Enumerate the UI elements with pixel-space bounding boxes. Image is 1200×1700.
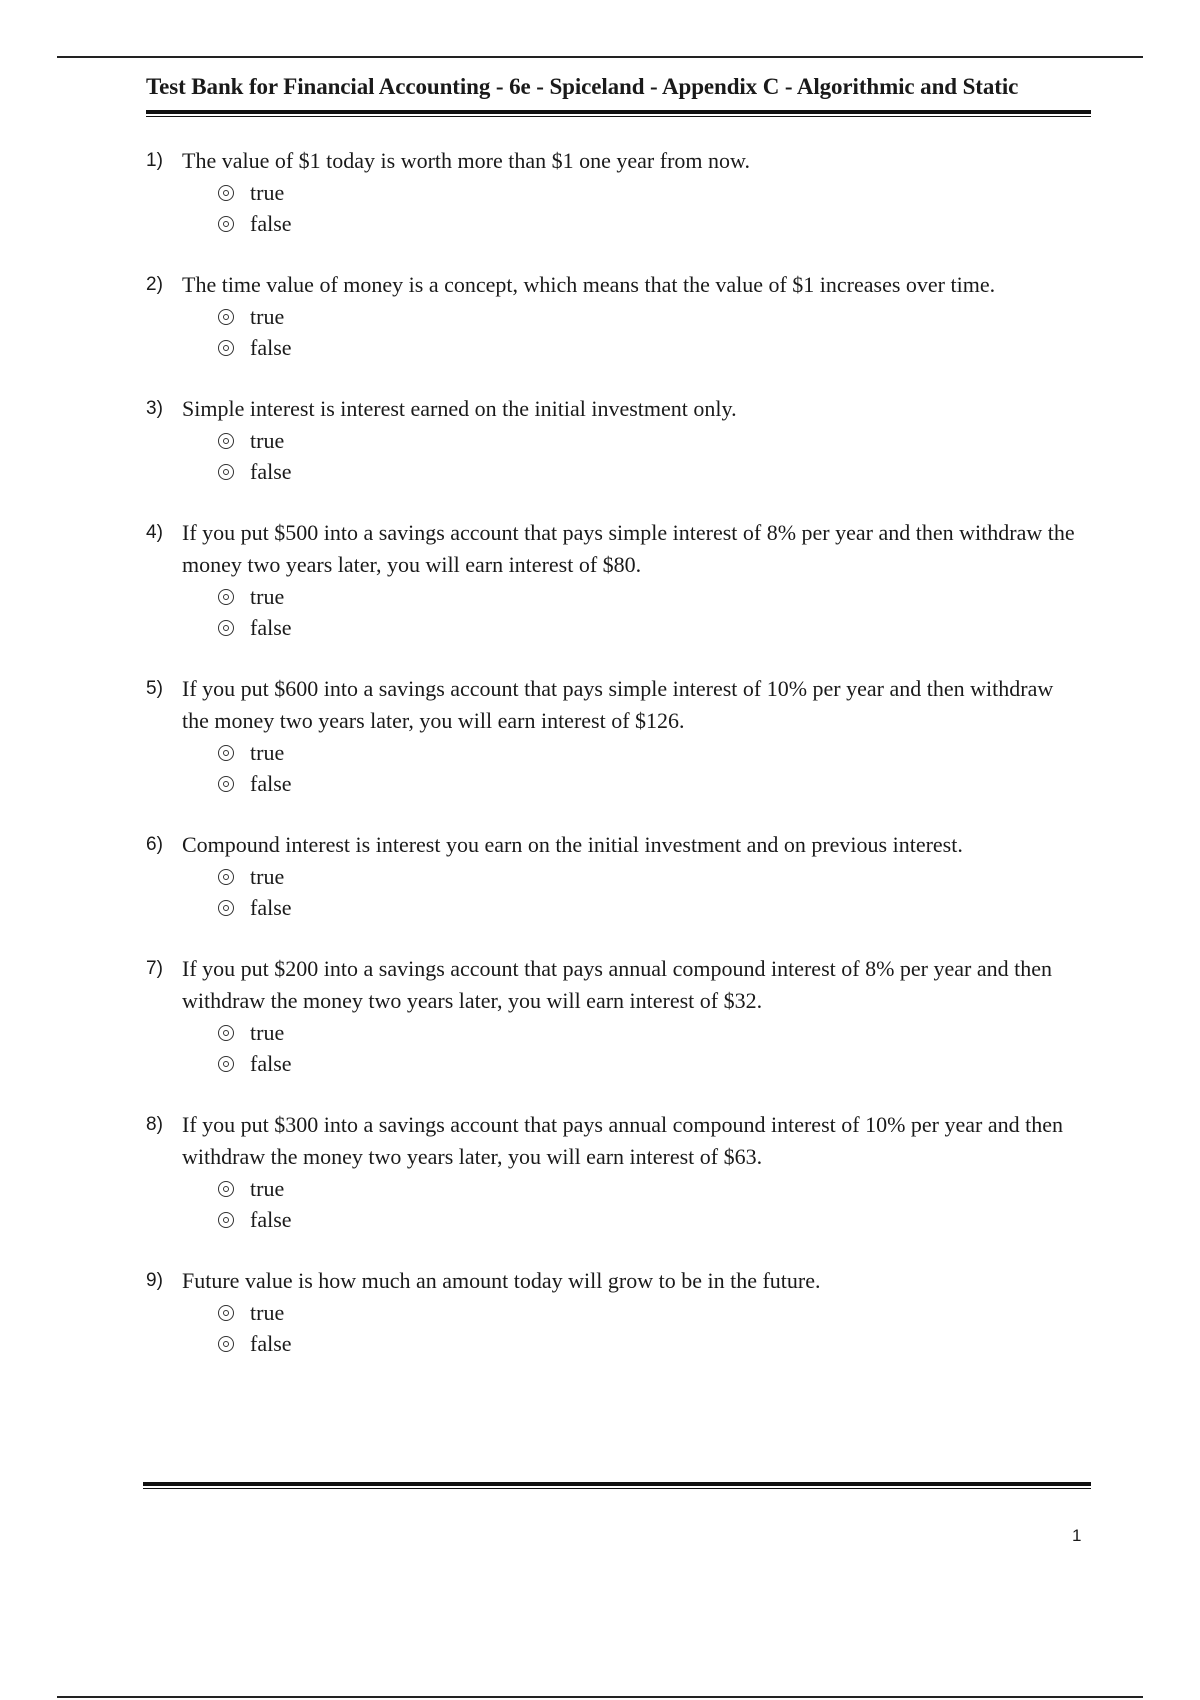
option-label: false xyxy=(250,210,292,236)
radio-button-icon[interactable] xyxy=(218,309,234,325)
option-label: false xyxy=(250,334,292,360)
question-text: Future value is how much an amount today will grow to be in the future. xyxy=(182,1268,821,1293)
question-number: 8) xyxy=(146,1114,163,1135)
radio-button-icon[interactable] xyxy=(218,1336,234,1352)
option-label: true xyxy=(250,583,285,609)
option-label: false xyxy=(250,894,292,920)
question-text: Simple interest is interest earned on the initial investment only. xyxy=(182,396,737,421)
radio-button-icon[interactable] xyxy=(218,1025,234,1041)
option-false[interactable] xyxy=(218,612,1106,643)
document-header xyxy=(146,72,1091,117)
radio-button-icon[interactable] xyxy=(218,185,234,201)
question-text: If you put $600 into a savings account that pays simple interest of 10% per year and then withdraw the money two years later, you will earn interest of $126. xyxy=(182,676,1054,733)
question-number: 3) xyxy=(146,398,163,419)
option-label: true xyxy=(250,303,285,329)
radio-button-icon[interactable] xyxy=(218,745,234,761)
option-label: true xyxy=(250,1019,285,1045)
footer-double-rule xyxy=(143,1482,1091,1489)
radio-button-icon[interactable] xyxy=(218,620,234,636)
question-number: 1) xyxy=(146,150,163,171)
option-false[interactable] xyxy=(218,456,1106,487)
option-label: false xyxy=(250,614,292,640)
answer-options xyxy=(218,737,1106,799)
question-number: 6) xyxy=(146,834,163,855)
option-label: false xyxy=(250,1330,292,1356)
option-false[interactable] xyxy=(218,332,1106,363)
option-false[interactable] xyxy=(218,768,1106,799)
question-number: 9) xyxy=(146,1270,163,1291)
answer-options xyxy=(218,177,1106,239)
option-label: false xyxy=(250,1206,292,1232)
radio-button-icon[interactable] xyxy=(218,340,234,356)
radio-button-icon[interactable] xyxy=(218,216,234,232)
option-true[interactable] xyxy=(218,861,1106,892)
option-label: true xyxy=(250,739,285,765)
option-label: true xyxy=(250,179,285,205)
answer-options xyxy=(218,581,1106,643)
question-9 xyxy=(146,1265,1106,1359)
question-number: 7) xyxy=(146,958,163,979)
option-label: false xyxy=(250,1050,292,1076)
radio-button-icon[interactable] xyxy=(218,1056,234,1072)
page-bottom-divider xyxy=(57,1696,1143,1698)
question-text: The time value of money is a concept, which means that the value of $1 increases over time. xyxy=(182,272,996,297)
answer-options xyxy=(218,1297,1106,1359)
option-false[interactable] xyxy=(218,1204,1106,1235)
option-true[interactable] xyxy=(218,737,1106,768)
question-8 xyxy=(146,1109,1106,1235)
question-1 xyxy=(146,145,1106,239)
option-true[interactable] xyxy=(218,177,1106,208)
question-4 xyxy=(146,517,1106,643)
radio-button-icon[interactable] xyxy=(218,589,234,605)
option-false[interactable] xyxy=(218,1328,1106,1359)
question-text: If you put $300 into a savings account that pays annual compound interest of 10% per year and then withdraw the money two years later, you will earn interest of $63. xyxy=(182,1112,1063,1169)
answer-options xyxy=(218,861,1106,923)
document-title: Test Bank for Financial Accounting - 6e - Spiceland - Appendix C - Algorithmic and Static xyxy=(146,74,1019,99)
question-list xyxy=(146,145,1106,1389)
question-6 xyxy=(146,829,1106,923)
option-label: false xyxy=(250,458,292,484)
radio-button-icon[interactable] xyxy=(218,1212,234,1228)
question-5 xyxy=(146,673,1106,799)
option-true[interactable] xyxy=(218,1017,1106,1048)
radio-button-icon[interactable] xyxy=(218,869,234,885)
option-label: true xyxy=(250,1175,285,1201)
option-false[interactable] xyxy=(218,892,1106,923)
radio-button-icon[interactable] xyxy=(218,1181,234,1197)
radio-button-icon[interactable] xyxy=(218,433,234,449)
radio-button-icon[interactable] xyxy=(218,464,234,480)
answer-options xyxy=(218,301,1106,363)
option-false[interactable] xyxy=(218,1048,1106,1079)
question-text: If you put $500 into a savings account that pays simple interest of 8% per year and then withdraw the money two years later, you will earn interest of $80. xyxy=(182,520,1075,577)
question-number: 4) xyxy=(146,522,163,543)
answer-options xyxy=(218,1017,1106,1079)
answer-options xyxy=(218,425,1106,487)
question-3 xyxy=(146,393,1106,487)
question-number: 5) xyxy=(146,678,163,699)
option-true[interactable] xyxy=(218,425,1106,456)
answer-options xyxy=(218,1173,1106,1235)
option-label: true xyxy=(250,427,285,453)
radio-button-icon[interactable] xyxy=(218,776,234,792)
option-false[interactable] xyxy=(218,208,1106,239)
option-label: true xyxy=(250,863,285,889)
question-number: 2) xyxy=(146,274,163,295)
option-true[interactable] xyxy=(218,581,1106,612)
page-number: 1 xyxy=(1072,1526,1082,1545)
question-2 xyxy=(146,269,1106,363)
question-text: If you put $200 into a savings account that pays annual compound interest of 8% per year and then withdraw the money two years later, you will earn interest of $32. xyxy=(182,956,1052,1013)
question-text: The value of $1 today is worth more than $1 one year from now. xyxy=(182,148,750,173)
radio-button-icon[interactable] xyxy=(218,900,234,916)
header-double-rule xyxy=(146,110,1091,117)
option-true[interactable] xyxy=(218,1297,1106,1328)
option-true[interactable] xyxy=(218,1173,1106,1204)
radio-button-icon[interactable] xyxy=(218,1305,234,1321)
question-text: Compound interest is interest you earn on the initial investment and on previous interest. xyxy=(182,832,963,857)
option-label: false xyxy=(250,770,292,796)
option-true[interactable] xyxy=(218,301,1106,332)
option-label: true xyxy=(250,1299,285,1325)
question-7 xyxy=(146,953,1106,1079)
page-top-divider xyxy=(57,56,1143,58)
